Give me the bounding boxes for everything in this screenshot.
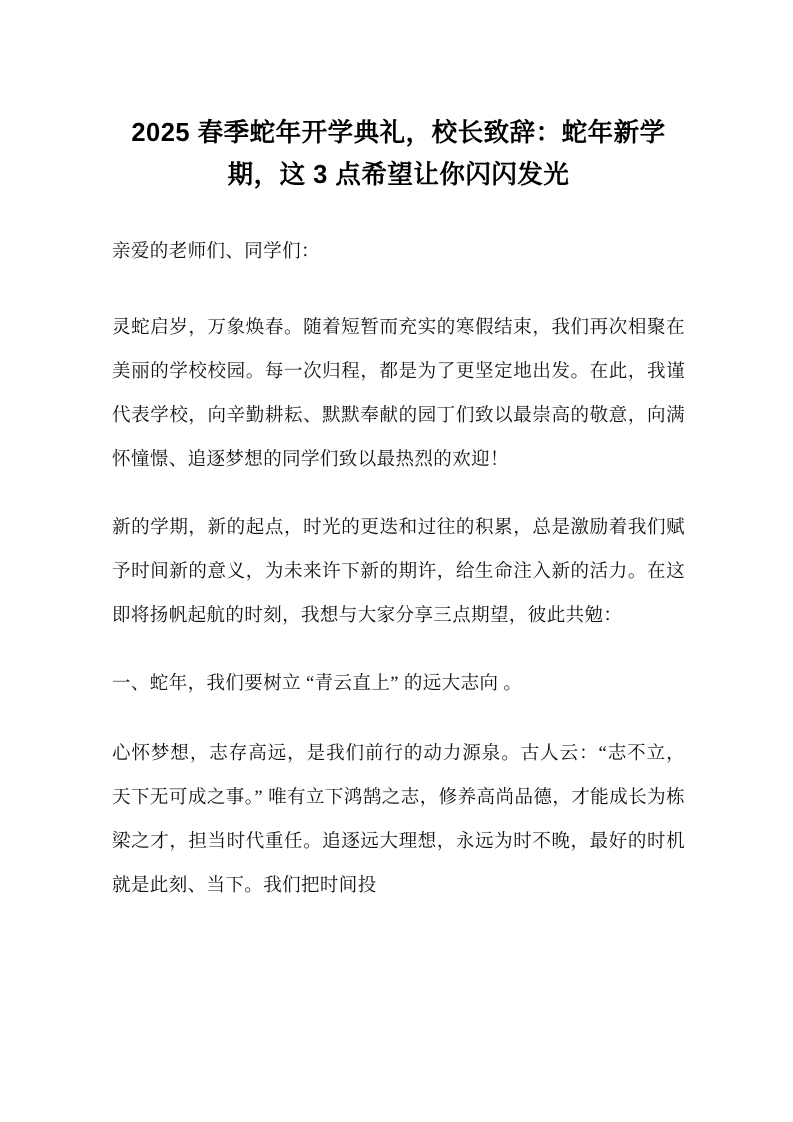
paragraph-new-term: 新的学期，新的起点，时光的更迭和过往的积累，总是激励着我们赋予时间新的意义，为未来许下新的期许，给生命注入新的活力。在这即将扬帆起航的时刻，我想与大家分享三点期望，彼此共勉：	[112, 518, 685, 626]
paragraph-section-one-heading: 一、蛇年，我们要树立 “青云直上” 的远大志向 。	[112, 674, 523, 694]
paragraph-opening: 灵蛇启岁，万象焕春。随着短暂而充实的寒假结束，我们再次相聚在美丽的学校校园。每一次归程，都是为了更坚定地出发。在此，我谨代表学校，向辛勤耕耘、默默奉献的园丁们致以最崇高的敬意，向满怀憧憬、追逐梦想的同学们致以最热烈的欢迎！	[112, 318, 685, 470]
page-title: 2025 春季蛇年开学典礼，校长致辞：蛇年新学期，这 3 点希望让你闪闪发光	[131, 119, 666, 189]
paragraph-salutation: 亲爱的老师们、同学们：	[112, 242, 320, 262]
paragraph-section-one-body: 心怀梦想，志存高远，是我们前行的动力源泉。古人云：“志不立，天下无可成之事。” 唯有立下鸿鹄之志，修养高尚品德，才能成长为栋梁之才，担当时代重任。追逐远大理想，永远为时不晚，最好的时机就是此刻、当下。我们把时间投	[112, 744, 685, 896]
